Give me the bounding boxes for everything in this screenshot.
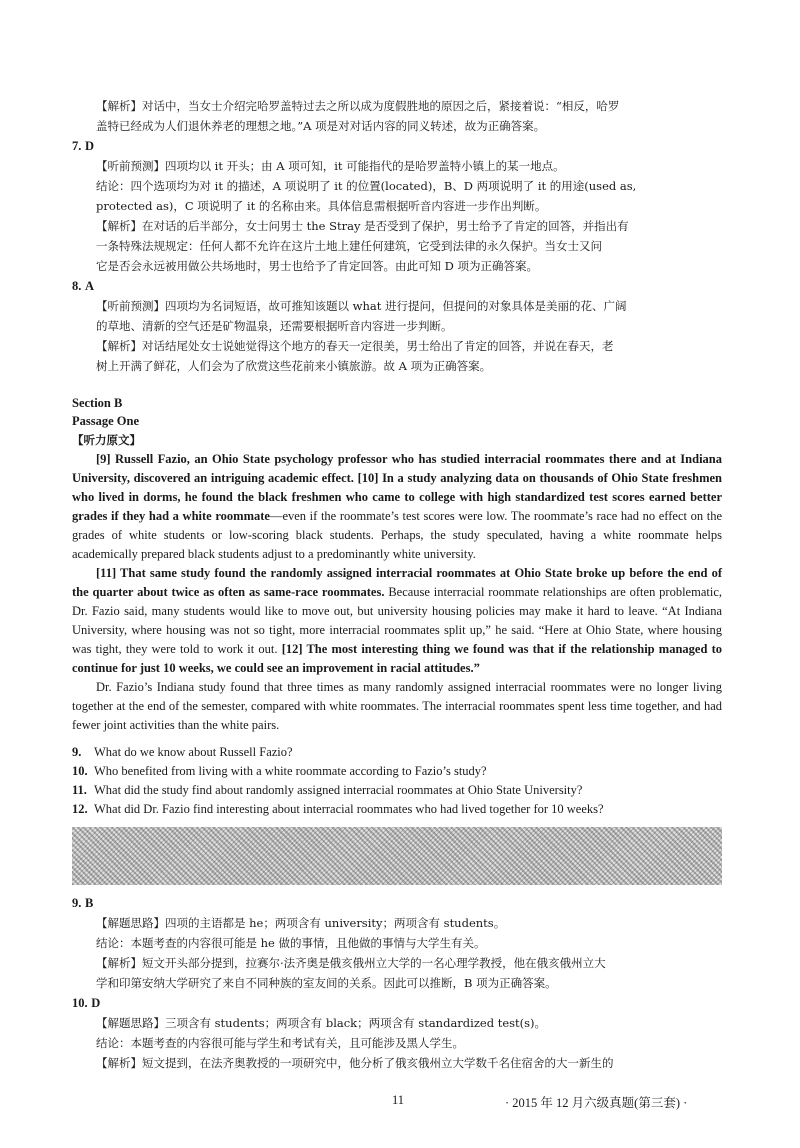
question-8-answer: A [85, 279, 95, 293]
question-11 [72, 781, 722, 800]
answer-9 [72, 893, 722, 913]
passage-p2-bold: [11] That same study found the randomly assigned interracial roommates at Ohio State broke up before the end of the quarter about twice as often as same-race roommates. [72, 566, 722, 599]
passage-p2-bold-end: [12] The most interesting thing we found was that if the relationship managed to continue for just 10 weeks, we could see an improvement in racial attitudes.” [72, 642, 722, 675]
passage-paragraph-1 [72, 450, 722, 564]
q8-prediction-cont: 的草地、清新的空气还是矿物温泉，还需要根据听音内容进一步判断。 [96, 319, 453, 333]
passage-title: Passage One [72, 414, 140, 428]
q9-approach: 【解题思路】四项的主语都是 he；两项含有 university；两项含有 students。 [96, 916, 506, 930]
q10-analysis: 【解析】短文提到，在法齐奥教授的一项研究中，他分析了俄亥俄州立大学数千名住宿舍的大一新生的 [96, 1056, 614, 1070]
obscured-text-block [72, 827, 722, 885]
question-12 [72, 800, 722, 819]
answer-10 [72, 993, 722, 1013]
q9-analysis-cont: 学和印第安纳大学研究了来自不同种族的室友间的关系。因此可以推断，B 项为正确答案。 [96, 976, 557, 990]
question-11-text: What did the study find about randomly assigned interracial roommates at Ohio State University? [94, 783, 583, 797]
question-10 [72, 762, 722, 781]
q10-conclusion: 结论：本题考查的内容很可能与学生和考试有关，且可能涉及黑人学生。 [96, 1036, 464, 1050]
passage-p1-rest: —even if the roommate’s test scores were low. The roommate’s race had no effect on the grades of white students or low-scoring black students. Perhaps, the study speculated, having a white roommate helps academically prepared black students adjust to a predominantly white university. [72, 509, 723, 561]
question-9 [72, 743, 722, 762]
answer-7 [72, 136, 722, 156]
question-10-number: 10. [72, 764, 88, 778]
analysis-6-line2: 盖特已经成为人们退休养老的理想之地。”A 项是对对话内容的同义转述，故为正确答案。 [96, 119, 546, 133]
q7-conclusion: 结论：四个选项均为对 it 的描述，A 项说明了 it 的位置(located)，B、D 两项说明了 it 的用途(used as, [96, 179, 637, 193]
question-9-text: What do we know about Russell Fazio? [94, 745, 293, 759]
q7-analysis: 【解析】在对话的后半部分，女士问男士 the Stray 是否受到了保护，男士给予了肯定的回答，并指出有 [96, 219, 629, 233]
question-9-number: 9. [72, 745, 82, 759]
section-title: Section B [72, 396, 123, 410]
q9-analysis: 【解析】短文开头部分提到，拉赛尔·法齐奥是俄亥俄州立大学的一名心理学教授，他在俄亥俄州立大 [96, 956, 606, 970]
q10-approach: 【解题思路】三项含有 students；两项含有 black；两项含有 standardized test(s)。 [96, 1016, 547, 1030]
question-12-number: 12. [72, 802, 88, 816]
question-7-answer: D [85, 139, 95, 153]
q7-prediction: 【听前预测】四项均以 it 开头；由 A 项可知，it 可能指代的是哈罗盖特小镇上的某一地点。 [96, 159, 565, 173]
q8-analysis: 【解析】对话结尾处女士说她觉得这个地方的春天一定很美，男士给出了肯定的回答，并说在春天，老 [96, 339, 614, 353]
page-footer [0, 1093, 800, 1113]
question-12-text: What did Dr. Fazio find interesting about interracial roommates who had lived together for 10 weeks? [94, 802, 604, 816]
passage-p2-rest: Because interracial roommate relationships are often problematic, Dr. Fazio said, many students would like to move out, but university housing policies may make it hard to leave. “At Indiana University, where housing was not so tight, more interracial roommates split up,” he said. “Here at Ohio State, where housing was tight, they were told to work it out. [72, 585, 722, 656]
q7-analysis-cont2: 它是否会永远被用做公共场地时，男士也给予了肯定回答。由此可知 D 项为正确答案。 [96, 259, 539, 273]
page-content [72, 96, 722, 1073]
q7-conclusion-cont: protected as)，C 项说明了 it 的名称由来。具体信息需根据听音内容进一步作出判断。 [96, 199, 547, 213]
question-10-text: Who benefited from living with a white roommate according to Fazio’s study? [94, 764, 487, 778]
passage-paragraph-2 [72, 564, 722, 678]
question-11-number: 11. [72, 783, 87, 797]
footer-title: · 2015 年 12 月六级真题(第三套) · [505, 1096, 688, 1110]
answer-8 [72, 276, 722, 296]
question-7-number: 7. [72, 139, 82, 153]
passage-p1-bold: [9] Russell Fazio, an Ohio State psychology professor who has studied interracial roommates there and at Indiana University, discovered an intriguing academic effect. [10] In a study analyzing data on thousands of Ohio State freshmen who lived in dorms, he found the black freshmen who came to college with high standardized test scores earned better grades if they had a white roommate [72, 452, 722, 523]
q8-analysis-cont: 树上开满了鲜花，人们会为了欣赏这些花前来小镇旅游。故 A 项为正确答案。 [96, 359, 492, 373]
q9-conclusion: 结论：本题考查的内容很可能是 he 做的事情，且他做的事情与大学生有关。 [96, 936, 486, 950]
passage-paragraph-3: Dr. Fazio’s Indiana study found that three times as many randomly assigned interracial roommates were no longer living together at the end of the semester, compared with white roommates. The interracial roommates spent less time together, and had fewer joint activities than the white pairs. [72, 680, 722, 732]
answer-9-number: 9. [72, 896, 82, 910]
answer-10-number: 10. [72, 996, 88, 1010]
page-number: 11 [392, 1093, 405, 1107]
q7-analysis-cont1: 一条特殊法规规定：任何人都不允许在这片土地上建任何建筑，它受到法律的永久保护。当女士又问 [96, 239, 602, 253]
answer-9-letter: B [85, 896, 94, 910]
answer-10-letter: D [91, 996, 101, 1010]
analysis-6-line1: 【解析】对话中，当女士介绍完哈罗盖特过去之所以成为度假胜地的原因之后，紧接着说：“相反，哈罗 [96, 99, 620, 113]
question-8-number: 8. [72, 279, 82, 293]
q8-prediction: 【听前预测】四项均为名词短语，故可推知该题以 what 进行提问，但提问的对象具体是美丽的花、广阔 [96, 299, 627, 313]
original-text-label: 【听力原文】 [72, 433, 141, 447]
